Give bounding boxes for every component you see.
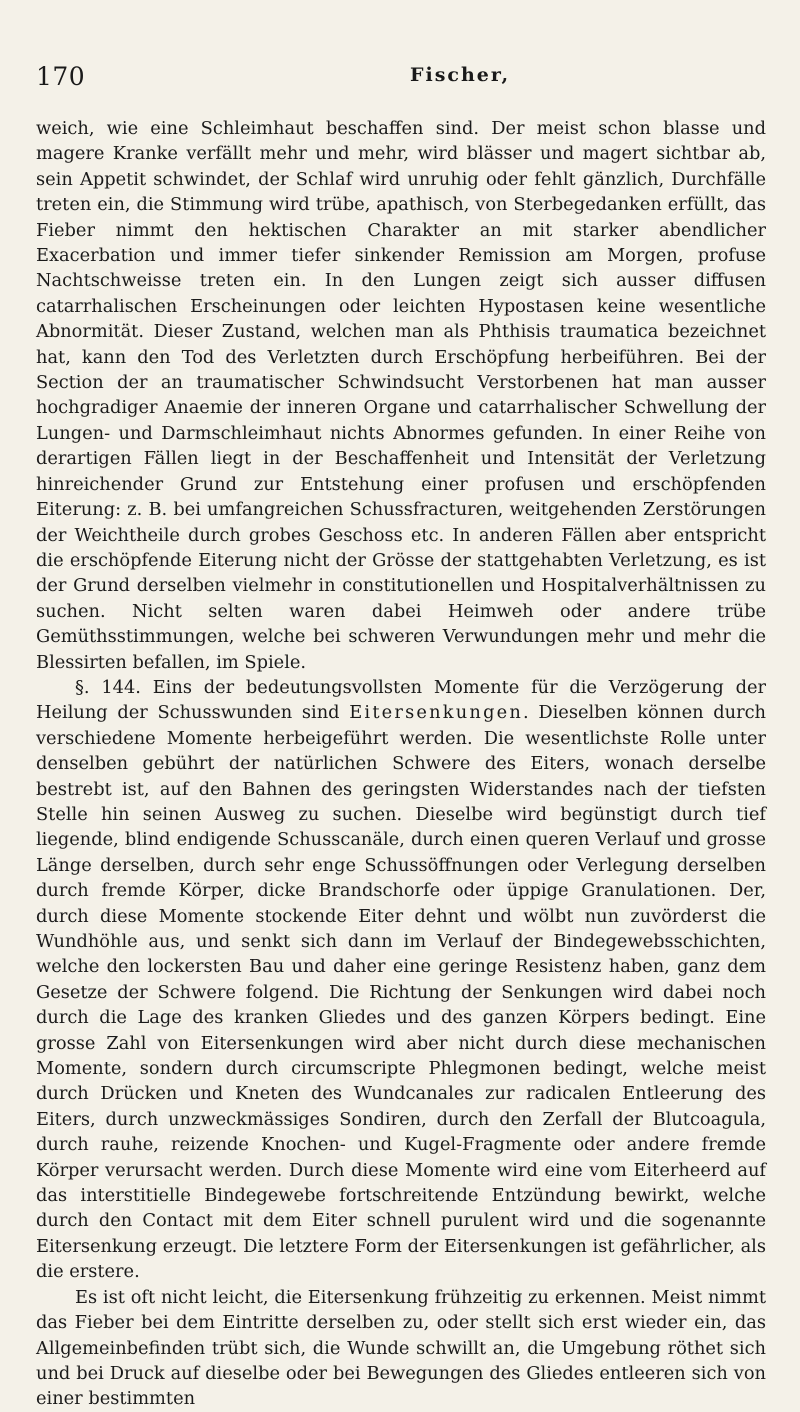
paragraph-1: weich, wie eine Schleimhaut beschaffen sind. Der meist schon blasse und magere Kranke verfällt mehr und mehr, wird blässer und magert sichtbar ab, sein Appetit schwindet, der Schlaf wird unruhig oder fehlt gänzlich, Durchfälle treten ein, die Stimmung wird trübe, apathisch, von Sterbegedanken erfüllt, das Fieber nimmt den hektischen Charakter an mit starker abendlicher Exacerbation und immer tiefer sinkender Remission am Morgen, profuse Nachtschweisse treten ein. In den Lungen zeigt sich ausser diffusen catarrhalischen Erscheinungen oder leichten Hypostasen keine wesentliche Abnormität. Dieser Zustand, welchen man als Phthisis traumatica bezeichnet hat, kann den Tod des Verletzten durch Erschöpfung herbeiführen. Bei der Section der an traumatischer Schwindsucht Verstorbenen hat man ausser hochgradiger Anaemie der inneren Organe und catarrhalischer Schwellung der Lungen- und Darmschleimhaut nichts Abnormes gefunden. In einer Reihe von derartigen Fällen liegt in der Beschaffenheit und Intensität der Verletzung hinreichender Grund zur Entstehung einer profusen und erschöpfenden Eiterung: z. B. bei umfangreichen Schussfracturen, weitgehenden Zerstörungen der Weichtheile durch grobes Geschoss etc. In anderen Fällen aber entspricht die erschöpfende Eiterung nicht der Grösse der stattgehabten Verletzung, es ist der Grund derselben vielmehr in constitutionellen und Hospitalverhältnissen zu suchen. Nicht selten waren dabei Heimweh oder andere trübe Gemüthsstimmungen, welche bei schweren Verwundungen mehr und mehr die Blessirten befallen, im Spiele. bbox=[36, 118, 766, 673]
paragraph-2 bbox=[36, 675, 766, 1285]
page-header bbox=[36, 62, 756, 92]
paragraph-2-rest: . Dieselben können durch verschiedene Momente herbeigeführt werden. Die wesentlichste Rolle unter denselben gebührt der natürlichen Schwere des Eiters, wonach derselbe bestrebt ist, auf den Bahnen des geringsten Widerstandes nach der tiefsten Stelle hin seinen Ausweg zu suchen. Dieselbe wird begünstigt durch tief liegende, blind endigende Schusscanäle, durch einen queren Verlauf und grosse Länge derselben, durch sehr enge Schussöffnungen oder Verlegung derselben durch fremde Körper, dicke Brandschorfe oder üppige Granulationen. Der, durch diese Momente stockende Eiter dehnt und wölbt nun zuvörderst die Wundhöhle aus, und senkt sich dann im Verlauf der Bindegewebsschichten, welche den lockersten Bau und daher eine geringe Resistenz haben, ganz dem Gesetze der Schwere folgend. Die Richtung der Senkungen wird dabei noch durch die Lage des kranken Gliedes und des ganzen Körpers bedingt. Eine grosse Zahl von Eitersenkungen wird aber nicht durch diese mechanischen Momente, sondern durch circumscripte Phlegmonen bedingt, welche meist durch Drücken und Kneten des Wundcanales zur radicalen Entleerung des Eiters, durch unzweckmässiges Sondiren, durch den Zerfall der Blutcoagula, durch rauhe, reizende Knochen- und Kugel-Fragmente oder andere fremde Körper verursacht werden. Durch diese Momente wird eine vom Eiterheerd auf das interstitielle Bindegewebe fortschreitende Entzündung bewirkt, welche durch den Contact mit dem Eiter schnell purulent wird und die sogenannte Eitersenkung erzeugt. Die letztere Form der Eitersenkungen ist gefährlicher, als die erstere. bbox=[36, 702, 766, 1283]
body-text bbox=[36, 116, 766, 1412]
running-title: Fischer, bbox=[410, 64, 511, 86]
emphasized-term: Eitersenkungen bbox=[349, 702, 524, 724]
paragraph-3: Es ist oft nicht leicht, die Eitersenkung frühzeitig zu erkennen. Meist nimmt das Fieber bei dem Eintritte derselben zu, oder stellt sich erst wieder ein, das Allgemeinbefinden trübt sich, die Wunde schwillt an, die Umgebung röthet sich und bei Druck auf dieselbe oder bei Bewegungen des Gliedes entleeren sich von einer bestimmten bbox=[36, 1286, 766, 1410]
page-number: 170 bbox=[36, 62, 86, 91]
paragraph-2-lead: §. 144. Eins der bedeutungsvollsten Momente für die Verzögerung der Heilung der Schusswunden sind bbox=[36, 676, 766, 724]
